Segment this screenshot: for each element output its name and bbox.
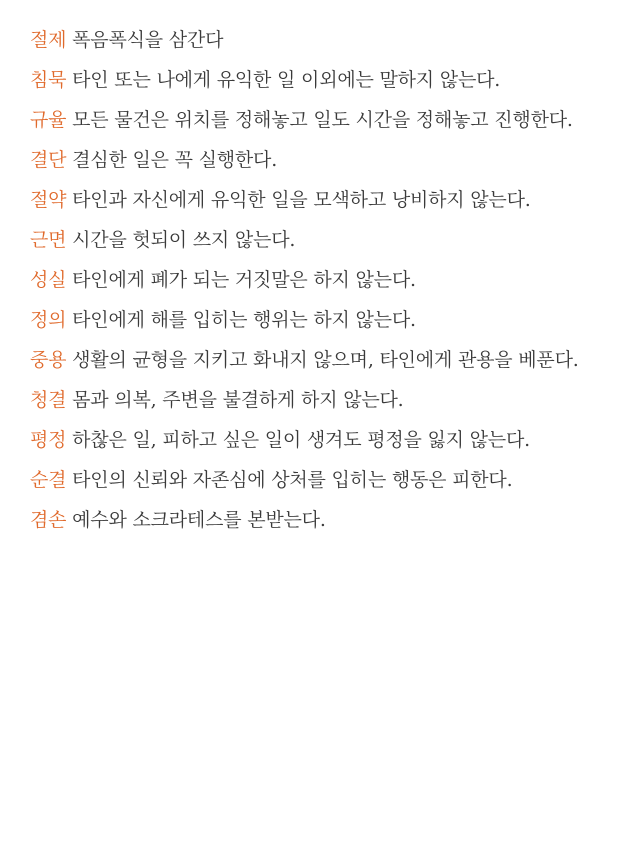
virtue-description: 모든 물건은 위치를 정해놓고 일도 시간을 정해놓고 진행한다. bbox=[72, 109, 573, 131]
virtue-term: 절제 bbox=[30, 29, 67, 51]
virtue-description: 결심한 일은 꼭 실행한다. bbox=[72, 149, 278, 171]
virtue-description: 타인에게 해를 입히는 행위는 하지 않는다. bbox=[72, 309, 416, 331]
virtue-item-humility bbox=[30, 500, 632, 540]
virtue-item-temperance bbox=[30, 20, 632, 60]
virtue-description: 예수와 소크라테스를 본받는다. bbox=[72, 509, 326, 531]
virtue-item-chastity bbox=[30, 460, 632, 500]
virtue-term: 성실 bbox=[30, 269, 67, 291]
virtue-item-silence bbox=[30, 60, 632, 100]
virtue-description: 시간을 헛되이 쓰지 않는다. bbox=[72, 229, 296, 251]
virtue-description: 타인의 신뢰와 자존심에 상처를 입히는 행동은 피한다. bbox=[72, 469, 513, 491]
virtue-term: 중용 bbox=[30, 349, 67, 371]
virtue-description: 폭음폭식을 삼간다 bbox=[72, 29, 224, 51]
virtue-term: 침묵 bbox=[30, 69, 67, 91]
virtue-description: 타인에게 폐가 되는 거짓말은 하지 않는다. bbox=[72, 269, 416, 291]
virtue-item-sincerity bbox=[30, 260, 632, 300]
virtue-term: 청결 bbox=[30, 389, 67, 411]
virtue-term: 절약 bbox=[30, 189, 67, 211]
virtue-item-cleanliness bbox=[30, 380, 632, 420]
virtue-term: 순결 bbox=[30, 469, 67, 491]
virtue-description: 생활의 균형을 지키고 화내지 않으며, 타인에게 관용을 베푼다. bbox=[72, 349, 579, 371]
virtue-item-industry bbox=[30, 220, 632, 260]
virtue-description: 하찮은 일, 피하고 싶은 일이 생겨도 평정을 잃지 않는다. bbox=[72, 429, 530, 451]
virtue-term: 겸손 bbox=[30, 509, 67, 531]
virtue-description: 몸과 의복, 주변을 불결하게 하지 않는다. bbox=[72, 389, 404, 411]
virtue-item-moderation bbox=[30, 340, 632, 380]
virtue-item-order bbox=[30, 100, 632, 140]
virtue-term: 근면 bbox=[30, 229, 67, 251]
virtue-term: 결단 bbox=[30, 149, 67, 171]
virtue-term: 평정 bbox=[30, 429, 67, 451]
virtue-item-justice bbox=[30, 300, 632, 340]
virtue-item-frugality bbox=[30, 180, 632, 220]
virtue-term: 규율 bbox=[30, 109, 67, 131]
virtue-item-resolution bbox=[30, 140, 632, 180]
virtue-item-tranquility bbox=[30, 420, 632, 460]
virtue-term: 정의 bbox=[30, 309, 67, 331]
virtue-description: 타인 또는 나에게 유익한 일 이외에는 말하지 않는다. bbox=[72, 69, 501, 91]
virtue-description: 타인과 자신에게 유익한 일을 모색하고 낭비하지 않는다. bbox=[72, 189, 531, 211]
